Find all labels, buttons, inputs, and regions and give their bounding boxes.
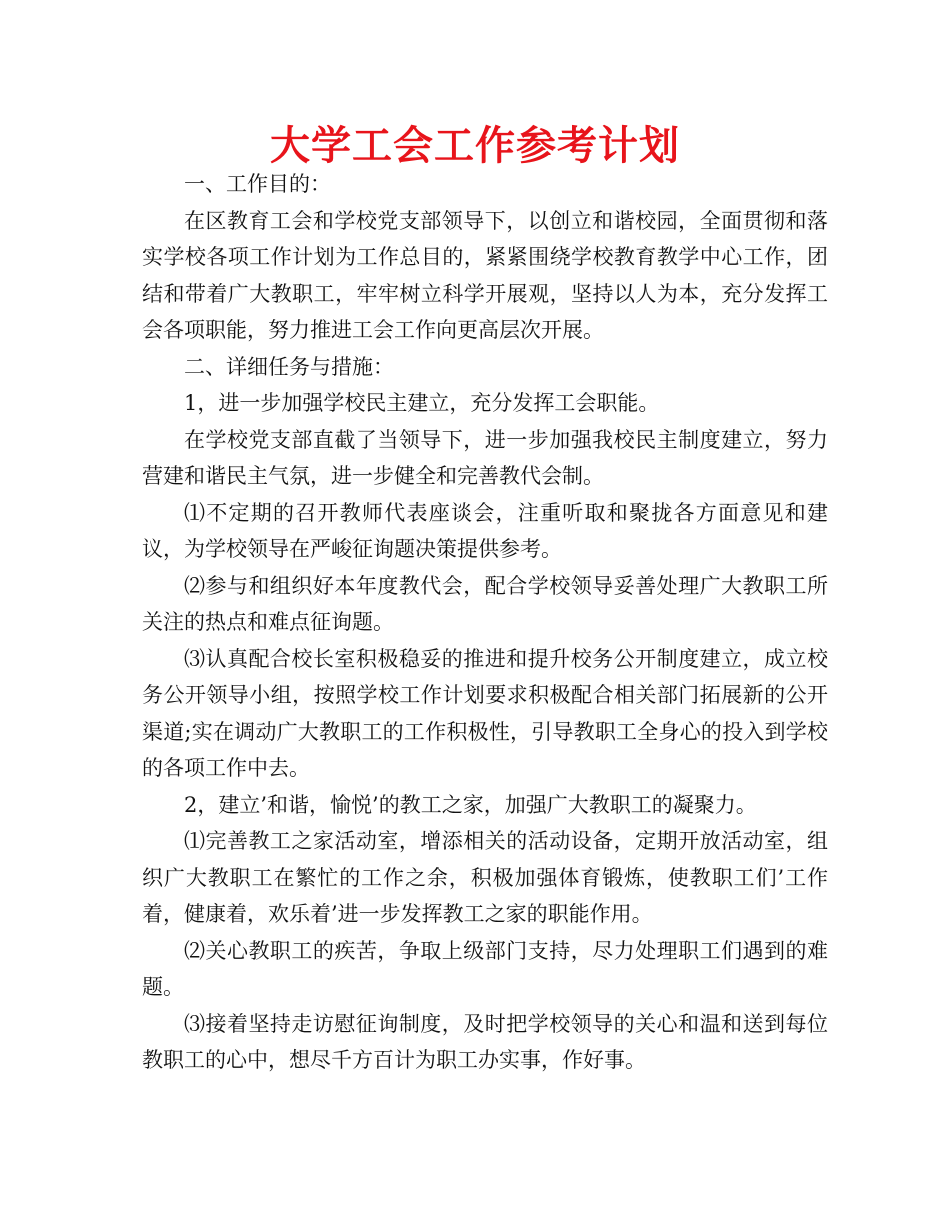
paragraph-work-purpose: 在区教育工会和学校党支部领导下，以创立和谐校园，全面贯彻和落实学校各项工作计划为工作总目的，紧紧围绕学校教育教学中心工作，团结和带着广大教职工，牢牢树立科学开展观，坚持以人为本，充分发挥工会各项职能，努力推进工会工作向更高层次开展。	[142, 208, 828, 342]
list-item-democracy-3: ⑶认真配合校长室积极稳妥的推进和提升校务公开制度建立，成立校务公开领导小组，按照学校工作计划要求积极配合相关部门拓展新的公开渠道;实在调动广大教职工的工作积极性，引导教职工全身心的投入到学校的各项工作中去。	[142, 646, 828, 780]
list-item-staff-home-2: ⑵关心教职工的疾苦，争取上级部门支持，尽力处理职工们遇到的难题。	[142, 938, 828, 999]
list-item-democracy-1: ⑴不定期的召开教师代表座谈会，注重听取和聚拢各方面意见和建议，为学校领导在严峻征询题决策提供参考。	[142, 500, 828, 561]
paragraph-democracy: 在学校党支部直截了当领导下，进一步加强我校民主制度建立，努力营建和谐民主气氛，进一步健全和完善教代会制。	[142, 427, 828, 488]
document-title: 大学工会工作参考计划	[270, 123, 680, 169]
list-item-staff-home-3: ⑶接着坚持走访慰征询制度，及时把学校领导的关心和温和送到每位教职工的心中，想尽千方百计为职工办实事，作好事。	[142, 1011, 828, 1072]
subheading-democracy: 1，进一步加强学校民主建立，充分发挥工会职能。	[184, 391, 660, 415]
document-body	[142, 166, 828, 1079]
list-item-democracy-2: ⑵参与和组织好本年度教代会，配合学校领导妥善处理广大教职工所关注的热点和难点征询题。	[142, 573, 828, 634]
list-item-staff-home-1: ⑴完善教工之家活动室，增添相关的活动设备，定期开放活动室，组织广大教职工在繁忙的工作之余，积极加强体育锻炼，使教职工们’工作着，健康着，欢乐着’进一步发挥教工之家的职能作用。	[142, 829, 828, 926]
heading-tasks-measures: 二、详细任务与措施：	[184, 354, 394, 379]
heading-work-purpose: 一、工作目的：	[184, 172, 331, 196]
subheading-staff-home: 2，建立’和谐，愉悦’的教工之家，加强广大教职工的凝聚力。	[184, 792, 757, 817]
